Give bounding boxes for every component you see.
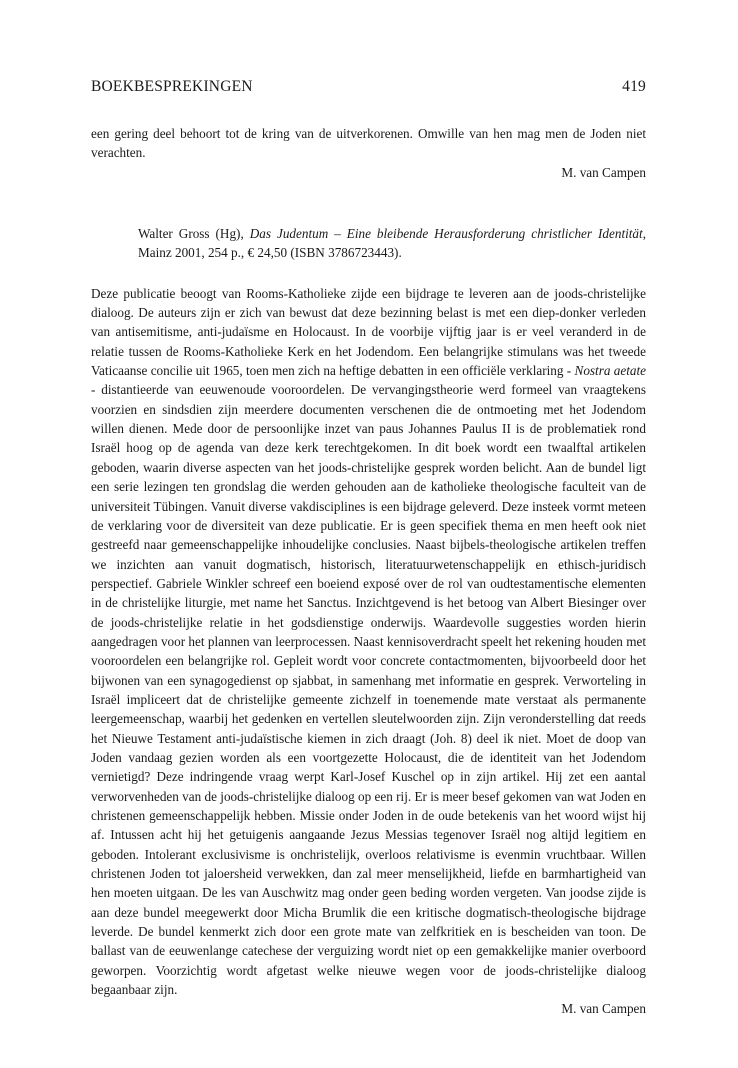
page: [91, 78, 646, 1019]
review-signature: M. van Campen: [561, 1001, 646, 1017]
page-number: 419: [622, 78, 646, 95]
review-body: [91, 284, 646, 1000]
running-head: [91, 78, 646, 100]
citation-author: Walter Gross (Hg),: [138, 226, 250, 242]
previous-review-signature: M. van Campen: [561, 164, 646, 180]
citation-details: , Mainz 2001, 254 p., € 24,50 (ISBN 3786723443).: [138, 226, 646, 261]
review-emphasis: Nostra aetate: [574, 363, 646, 379]
book-citation: [91, 224, 646, 263]
previous-review-ending: een gering deel behoort tot de kring van de uitverkorenen. Omwille van hen mag men de Joden niet verachten.: [91, 126, 646, 161]
review-text-part2: - distantieerde van eeuwenoude vooroordelen. De vervangingstheorie werd formeel van vraagtekens voorzien en sindsdien zijn meerdere documenten verschenen die de ontmoeting met het Jodendom willen dienen. Mede door de persoonlijke inzet van paus Johannes Paulus II is de problematiek rond Israël hoog op de agenda van deze kerk terechtgekomen. In dit boek wordt een twaalftal artikelen geboden, waarin diverse aspecten van het joods-christelijke gesprek worden belicht. Aan de bundel ligt een serie lezingen ten grondslag die werden gehouden aan de katholieke theologische faculteit van de universiteit Tübingen. Vanuit diverse vakdisciplines is een bijdrage geleverd. Deze insteek vormt meteen de verklaring voor de diversiteit van deze publicatie. Er is geen specifiek thema en men heeft ook niet gestreefd naar gemeenschappelijke inhoudelijke conclusies. Naast bijbels-theologische artikelen treffen we inzichten aan vanuit dogmatisch, historisch, literatuurwetenschappelijk en ethisch-juridisch perspectief. Gabriele Winkler schreef een boeiend exposé over de rol van oudtestamentische elementen in de christelijke liturgie, met name het Sanctus. Inzichtgevend is het betoog van Albert Biesinger over de joods-christelijke relatie in het godsdienstige onderwijs. Waardevolle suggesties worden hierin aangedragen voor het plannen van leerprocessen. Naast kennisoverdracht speelt het rekening houden met vooroordelen een belangrijke rol. Gepleit wordt voor concrete contactmomenten, bijvoorbeeld door het bijwonen van een synagogedienst op sjabbat, in samenhang met informatie en gesprek. Verworteling in Israël impliceert dat de christelijke gemeente zichzelf in toenemende mate verstaat als permanente leergemeenschap, waarbij het gedenken en vertellen sleutelwoorden zijn. Zijn veronderstelling dat reeds het Nieuwe Testament anti-judaïstische kiemen in zich draagt (Joh. 8) deel ik niet. Moet de doop van Joden vandaag gezien worden als een voortgezette Holocaust, die de identiteit van het Jodendom vernietigd? Deze indringende vraag werpt Karl-Josef Kuschel op in zijn artikel. Hij zet een aantal verworvenheden van de joods-christelijke dialoog op een rij. Er is meer besef gekomen van wat Joden en christenen gemeenschappelijk hebben. Missie onder Joden in de oude betekenis van het woord wijst hij af. Intussen acht hij het getuigenis aangaande Jezus Messias tegenover Israël nog altijd legitiem en geboden. Intolerant exclusivisme is onchristelijk, overloos relativisme is evenmin vruchtbaar. Willen christenen Joden tot jaloersheid verwekken, dan zal meer menselijkheid, liefde en barmhartigheid van hen moeten uitgaan. De les van Auschwitz mag onder geen beding worden vergeten. Van joodse zijde is aan deze bundel meegewerkt door Micha Brumlik die een kritische dogmatisch-theologische bijdrage leverde. De bundel kenmerkt zich door een grote mate van zelfkritiek en is bescheiden van toon. De ballast van de eeuwenlange catechese der verguizing wordt niet op een gemakkelijke manier overboord geworpen. Voorzichtig wordt afgetast welke nieuwe wegen voor de joods-christelijke dialoog begaanbaar zijn.: [91, 382, 646, 998]
review-text-part1: Deze publicatie beoogt van Rooms-Katholieke zijde een bijdrage te leveren aan de joods-christelijke dialoog. De auteurs zijn er zich van bewust dat deze bezinning belast is met een diep-donker verleden van antisemitisme, anti-judaïsme en Holocaust. In de voorbije vijftig jaar is er veel veranderd in de relatie tussen de Rooms-Katholieke Kerk en het Jodendom. Een belangrijke stimulans was het tweede Vaticaanse concilie uit 1965, toen men zich na heftige debatten in een officiële verklaring -: [91, 285, 646, 379]
section-title: BOEKBESPREKINGEN: [91, 78, 253, 95]
citation-title: Das Judentum – Eine bleibende Herausforderung christlicher Identität: [249, 226, 643, 242]
